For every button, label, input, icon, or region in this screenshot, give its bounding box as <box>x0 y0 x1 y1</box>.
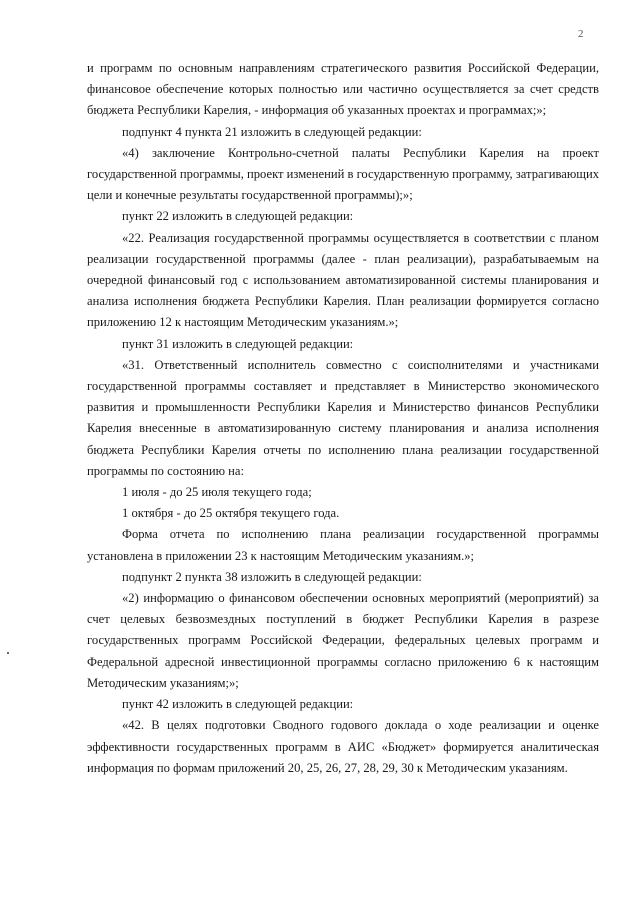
paragraph-amendment-item-22: пункт 22 изложить в следующей редакции: <box>122 209 354 224</box>
paragraph-amendment-item-31: пункт 31 изложить в следующей редакции: <box>122 336 354 351</box>
scan-dot <box>7 652 9 654</box>
paragraph-continuation: и программ по основным направлениям стратегического развития Российской Федерации, финансовое обеспечение которых полностью или частично осуществляется за счет средств бюджета Республики Карелия, - информация об указанных проектах и программах;»; <box>87 61 599 118</box>
document-body <box>87 58 599 779</box>
paragraph-amendment-item-42: пункт 42 изложить в следующей редакции: <box>122 697 354 712</box>
paragraph-quote-42: «42. В целях подготовки Сводного годового доклада о ходе реализации и оценке эффективности государственных программ в АИС «Бюджет» формируется аналитическая информация по формам приложений 20, 25, 26, 27, 28, 29, 30 к Методическим указаниям. <box>87 718 599 775</box>
paragraph-quote-2: «2) информацию о финансовом обеспечении основных мероприятий (мероприятий) за счет целевых безвозмездных поступлений в бюджет Республики Карелия в разрезе государственных программ Российской Федерации, федеральных целевых программ и Федеральной адресной инвестиционной программы согласно приложению 6 к настоящим Методическим указаниям;»; <box>87 591 599 690</box>
paragraph-quote-31: «31. Ответственный исполнитель совместно с соисполнителями и участниками государственной программы составляет и представляет в Министерство экономического развития и промышленности Республики Карелия и Министерство финансов Республики Карелия внесенные в автоматизированную систему планирования и анализа исполнения бюджета Республики Карелия отчеты по исполнению плана реализации государственной программы по состоянию на: <box>87 357 599 478</box>
paragraph-quote-4: «4) заключение Контрольно-счетной палаты Республики Карелия на проект государственной программы, проект изменений в государственную программу, затрагивающих цели и конечные результаты государственной программы);»; <box>87 145 599 203</box>
paragraph-deadline-october: 1 октября - до 25 октября текущего года. <box>122 506 340 521</box>
paragraph-amendment-subitem-4-item-21: подпункт 4 пункта 21 изложить в следующей редакции: <box>122 124 422 139</box>
paragraph-quote-22: «22. Реализация государственной программы осуществляется в соответствии с планом реализации государственной программы (далее - план реализации), разрабатываемым на очередной финансовый год с использованием автоматизированной системы планирования и анализа исполнения бюджета Республики Карелия. План реализации формируется согласно приложению 12 к настоящим Методическим указаниям.»; <box>87 230 599 330</box>
paragraph-deadline-july: 1 июля - до 25 июля текущего года; <box>122 485 312 500</box>
paragraph-report-form: Форма отчета по исполнению плана реализации государственной программы установлена в приложении 23 к настоящим Методическим указаниям.»; <box>87 527 599 563</box>
paragraph-amendment-subitem-2-item-38: подпункт 2 пункта 38 изложить в следующей редакции: <box>122 569 422 584</box>
page-number: 2 <box>578 28 584 40</box>
